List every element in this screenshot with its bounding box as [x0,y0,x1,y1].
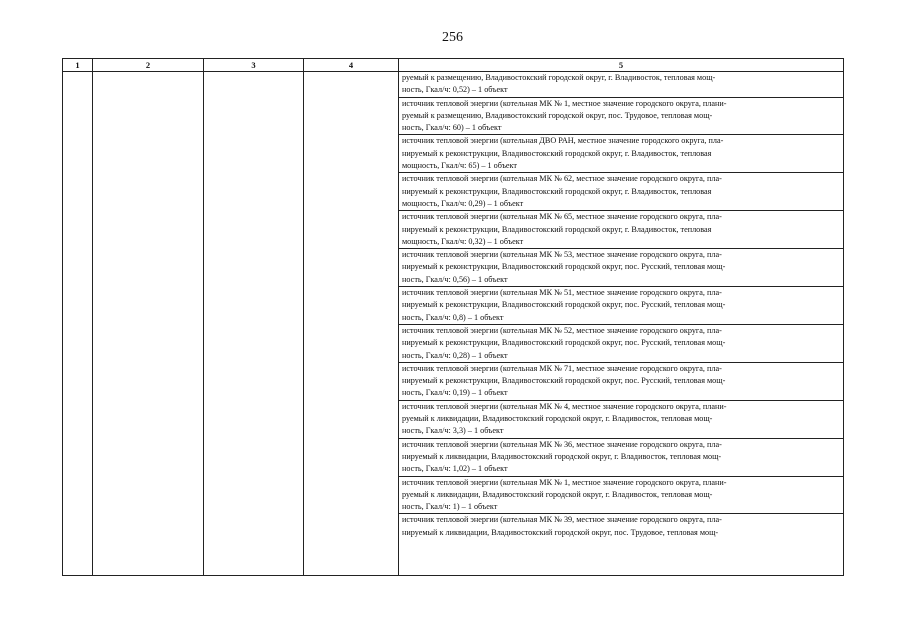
column-header-5: 5 [399,59,844,72]
entry-text-line: ность, Гкал/ч: 1,02) – 1 объект [402,464,508,474]
entry-text-line: источник тепловой энергии (котельная МК № 65, местное значение городского округа, пла- [402,212,722,222]
list-item [399,249,843,287]
column-header-3: 3 [204,59,304,72]
table-body-row [63,72,844,576]
list-item [399,72,843,98]
entry-text-line: источник тепловой энергии (котельная МК № 1, местное значение городского округа, плани- [402,477,727,487]
column-2-cell [93,72,204,576]
entry-text-line: ность, Гкал/ч: 1) – 1 объект [402,502,498,512]
entry-text-line: источник тепловой энергии (котельная МК № 52, местное значение городского округа, пла- [402,325,722,335]
list-item [399,173,843,211]
list-item [399,287,843,325]
list-item [399,439,843,477]
entry-text-line: нируемый к реконструкции, Владивостокский городской округ, пос. Русский, тепловая мощ- [402,300,726,310]
entry-text-line: ность, Гкал/ч: 0,28) – 1 объект [402,350,508,360]
column-header-1: 1 [63,59,93,72]
entry-text-line: источник тепловой энергии (котельная МК № 51, местное значение городского округа, пла- [402,288,722,298]
list-item [399,363,843,401]
column-3-cell [204,72,304,576]
document-table [62,58,844,576]
entry-text-line: ность, Гкал/ч: 0,56) – 1 объект [402,274,508,284]
entry-text-line: источник тепловой энергии (котельная МК № 4, местное значение городского округа, плани- [402,401,727,411]
entry-text-line: ность, Гкал/ч: 0,52) – 1 объект [402,85,508,95]
entry-text-line: ность, Гкал/ч: 60) – 1 объект [402,123,502,133]
list-item [399,211,843,249]
column-header-2: 2 [93,59,204,72]
entry-text-line: ность, Гкал/ч: 0,19) – 1 объект [402,388,508,398]
entry-text-line: нируемый к реконструкции, Владивостокский городской округ, пос. Русский, тепловая мощ- [402,338,726,348]
list-item [399,325,843,363]
page-number: 256 [442,30,463,45]
entry-text-line: источник тепловой энергии (котельная МК № 39, местное значение городского округа, пла- [402,515,722,525]
entry-text-line: руемый к ликвидации, Владивостокский городской округ, г. Владивосток, тепловая мощ- [402,489,713,499]
entry-text-line: источник тепловой энергии (котельная МК № 1, местное значение городского округа, плани- [402,98,727,108]
column-4-cell [304,72,399,576]
entry-text-line: нируемый к реконструкции, Владивостокский городской округ, г. Владивосток, тепловая [402,186,712,196]
entry-text-line: мощность, Гкал/ч: 0,32) – 1 объект [402,236,524,246]
entry-text-line: нируемый к реконструкции, Владивостокский городской округ, г. Владивосток, тепловая [402,224,712,234]
entry-text-line: нируемый к реконструкции, Владивостокский городской округ, пос. Русский, тепловая мощ- [402,262,726,272]
entry-text-line: источник тепловой энергии (котельная МК № 53, местное значение городского округа, пла- [402,250,722,260]
entry-text-line: источник тепловой энергии (котельная ДВО РАН, местное значение городского округа, пла- [402,136,724,146]
entry-text-line: мощность, Гкал/ч: 0,29) – 1 объект [402,198,524,208]
entry-text-line: источник тепловой энергии (котельная МК № 71, местное значение городского округа, пла- [402,363,722,373]
entry-text-line: мощность, Гкал/ч: 65) – 1 объект [402,161,518,171]
column-1-cell [63,72,93,576]
entry-text-line: нируемый к ликвидации, Владивостокский городской округ, пос. Трудовое, тепловая мощ- [402,527,719,537]
entry-text-line: нируемый к реконструкции, Владивостокский городской округ, пос. Русский, тепловая мощ- [402,376,726,386]
entry-text-line: руемый к ликвидации, Владивостокский городской округ, г. Владивосток, тепловая мощ- [402,414,713,424]
list-item [399,514,843,538]
list-item [399,477,843,515]
entry-text-line: нируемый к реконструкции, Владивостокский городской округ, г. Владивосток, тепловая [402,148,712,158]
list-item [399,135,843,173]
list-item [399,401,843,439]
entry-text-line: руемый к размещению, Владивостокский городской округ, пос. Трудовое, тепловая мощ- [402,110,713,120]
table-header-row [63,59,844,72]
list-item [399,98,843,136]
entry-text-line: источник тепловой энергии (котельная МК № 62, местное значение городского округа, пла- [402,174,722,184]
column-5-cell [399,72,844,576]
entry-text-line: ность, Гкал/ч: 0,8) – 1 объект [402,312,504,322]
entry-text-line: источник тепловой энергии (котельная МК № 36, местное значение городского округа, пла- [402,439,722,449]
entry-text-line: ность, Гкал/ч: 3,3) – 1 объект [402,426,504,436]
entries-list [399,72,843,538]
column-header-4: 4 [304,59,399,72]
entry-text-line: нируемый к ликвидации, Владивостокский городской округ, г. Владивосток, тепловая мощ- [402,451,722,461]
entry-text-line: руемый к размещению, Владивостокский городской округ, г. Владивосток, тепловая мощ- [402,73,716,82]
